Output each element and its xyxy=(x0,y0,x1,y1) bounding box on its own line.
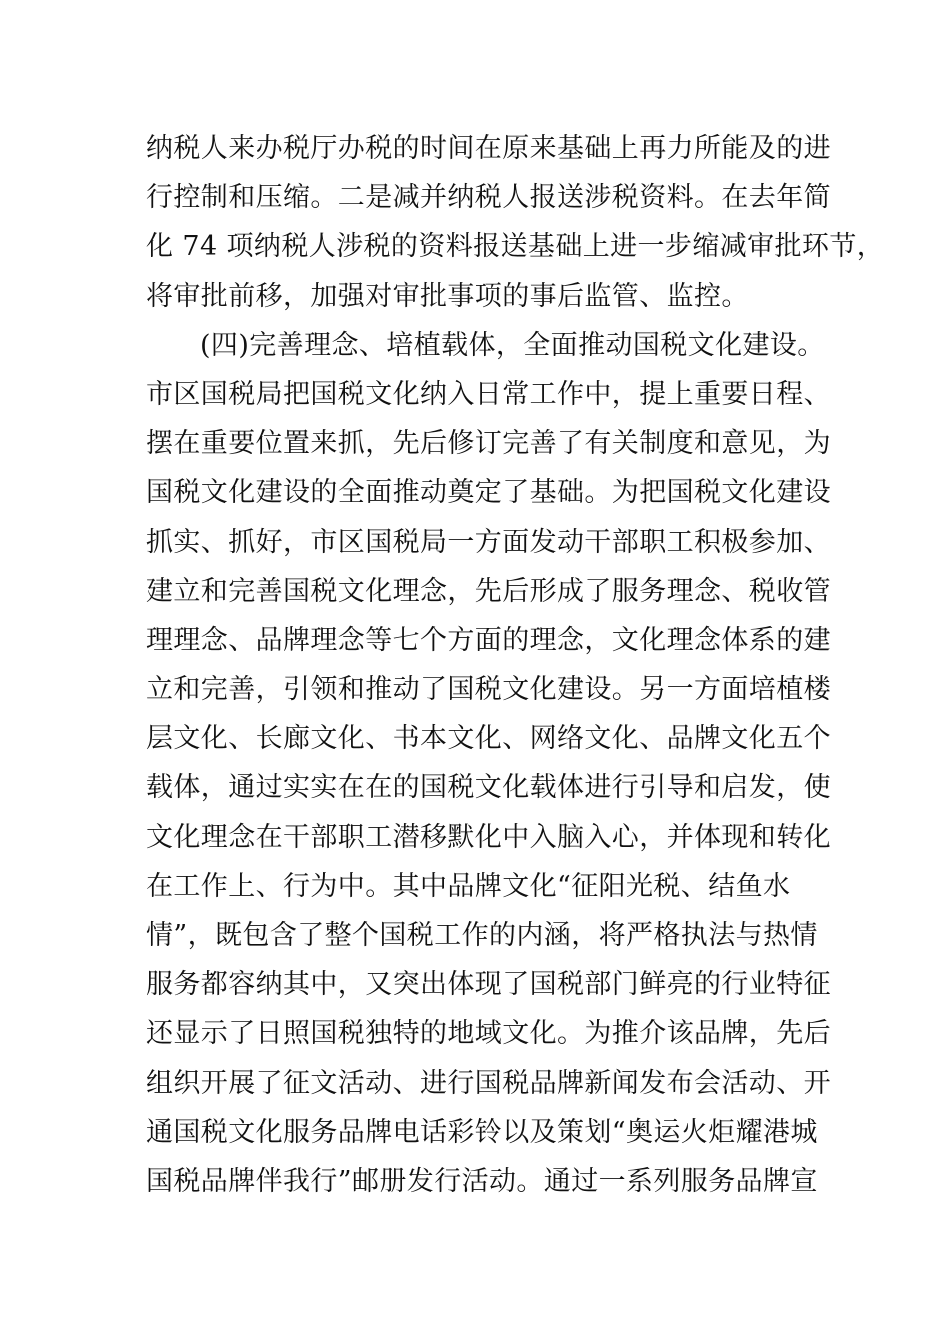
text-line: 将审批前移，加强对审批事项的事后监管、监控。 xyxy=(146,280,749,312)
text-line: 立和完善，引领和推动了国税文化建设。另一方面培植楼 xyxy=(146,674,831,706)
text-line: 还显示了日照国税独特的地域文化。为推介该品牌，先后 xyxy=(146,1018,831,1050)
text-line: 纳税人来办税厅办税的时间在原来基础上再力所能及的进 xyxy=(146,133,831,164)
text-line: 化 74 项纳税人涉税的资料报送基础上进一步缩减审批环节， xyxy=(146,231,885,263)
text-line: 国税品牌伴我行”邮册发行活动。通过一系列服务品牌宣 xyxy=(146,1165,818,1197)
text-line: 通国税文化服务品牌电话彩铃以及策划“奥运火炬耀港城 xyxy=(146,1116,818,1148)
section-heading-line: (四)完善理念、培植载体，全面推动国税文化建设。 xyxy=(200,329,825,361)
text-line: 行控制和压缩。二是减并纳税人报送涉税资料。在去年简 xyxy=(146,182,831,214)
text-line: 在工作上、行为中。其中品牌文化“征阳光税、结鱼水 xyxy=(146,870,791,902)
text-line: 摆在重要位置来抓，先后修订完善了有关制度和意见，为 xyxy=(146,428,831,460)
body-text xyxy=(146,124,885,1206)
text-line: 层文化、长廊文化、书本文化、网络文化、品牌文化五个 xyxy=(146,723,831,755)
text-line: 抓实、抓好，市区国税局一方面发动干部职工积极参加、 xyxy=(146,526,831,558)
text-line: 载体，通过实实在在的国税文化载体进行引导和启发，使 xyxy=(146,772,831,804)
text-line: 理理念、品牌理念等七个方面的理念，文化理念体系的建 xyxy=(146,624,831,656)
text-line: 组织开展了征文活动、进行国税品牌新闻发布会活动、开 xyxy=(146,1067,831,1099)
text-line: 情”，既包含了整个国税工作的内涵，将严格执法与热情 xyxy=(146,920,818,951)
text-line: 服务都容纳其中，又突出体现了国税部门鲜亮的行业特征 xyxy=(146,969,831,1001)
text-line: 市区国税局把国税文化纳入日常工作中，提上重要日程、 xyxy=(146,378,831,410)
text-line: 国税文化建设的全面推动奠定了基础。为把国税文化建设 xyxy=(146,477,831,509)
text-line: 文化理念在干部职工潜移默化中入脑入心，并体现和转化 xyxy=(146,821,831,853)
text-line: 建立和完善国税文化理念，先后形成了服务理念、税收管 xyxy=(146,575,831,607)
